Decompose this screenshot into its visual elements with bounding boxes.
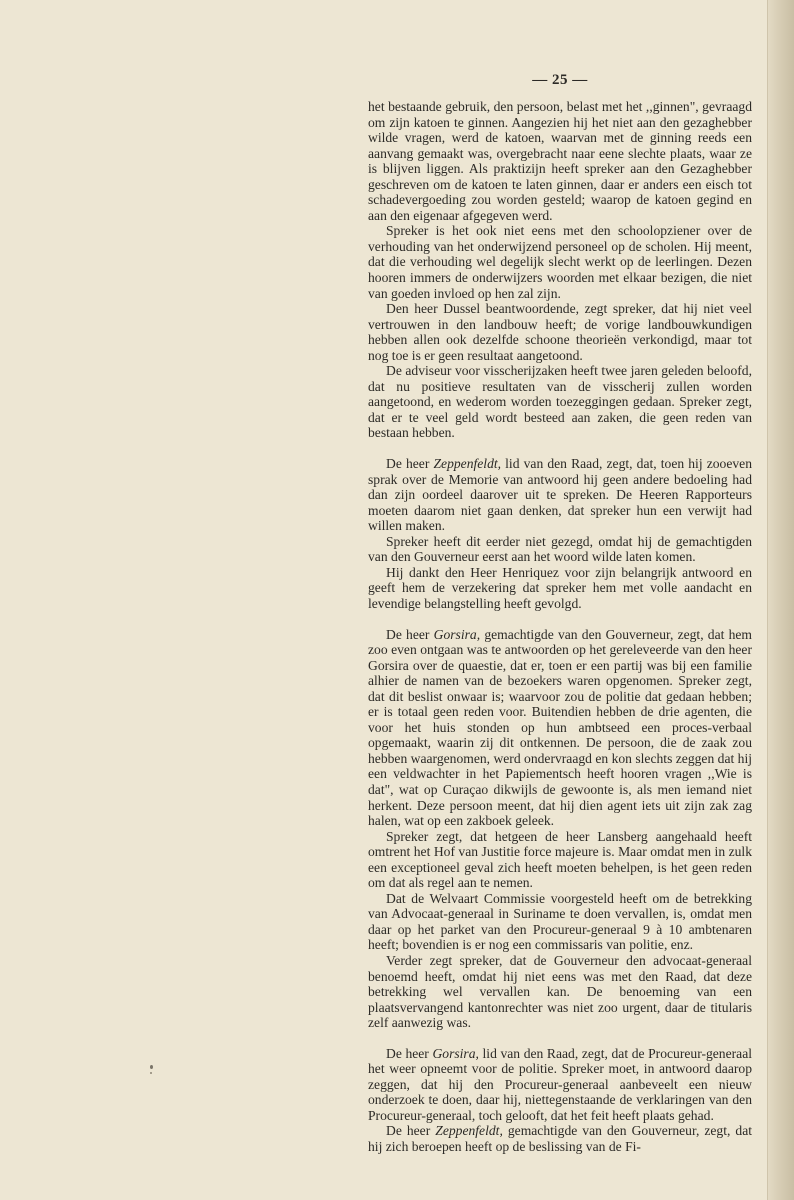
section-gap: [368, 612, 752, 627]
paragraph-text: lid van den Raad, zegt, dat de Procureur-generaal het weer opneemt voor de politie. Spreker moet, in antwoord daarop zeggen, dat hij den Procureur-generaal aanbeveelt een nieuw onderzoek te doen, daar hij, niettegenstaande de verklaringen van den Procureur-generaal, toch gelooft, dat het feit heeft plaats gehad.: [368, 1045, 753, 1123]
paragraph-text: het bestaande gebruik, den persoon, belast met het ,,ginnen", gevraagd om zijn katoen te ginnen. Aangezien hij het niet aan den gezaghebber wilde vragen, werd de katoen, waarvan met de ginning reeds een aanvang gemaakt was, overgebracht naar eene slechte plaats, waar ze is blijven liggen. Als praktizijn heeft spreker aan den Gezaghebber geschreven om de katoen te laten ginnen, daar er anders een eisch tot schadevergoeding zou worden gesteld; waarop de katoen gegind en aan den eigenaar afgegeven werd.: [368, 99, 752, 223]
paragraph: [368, 627, 752, 829]
paragraph: [368, 565, 752, 612]
paragraph: [368, 534, 752, 565]
paragraph: [368, 99, 752, 223]
paragraph: [368, 829, 752, 891]
paragraph-text: Spreker is het ook niet eens met den schoolopziener over de verhouding van het onderwijzend personeel op de scholen. Hij meent, dat die verhouding wel degelijk slecht werkt op de leerlingen. Dezen hooren immers de onderwijzers woorden met elkaar bezigen, die niet van goeden invloed op hen zal zijn.: [368, 223, 752, 301]
paragraph: [368, 223, 752, 301]
heer-label: De heer: [386, 1123, 431, 1139]
heer-label: De heer: [386, 626, 430, 642]
paragraph: [368, 953, 752, 1031]
page-number: — 25 —: [532, 72, 588, 88]
speaker-name: Gorsira,: [432, 1045, 479, 1061]
paragraph-text: Hij dankt den Heer Henriquez voor zijn belangrijk antwoord en geeft hem de verzekering dat spreker hem met volle aandacht en levendige belangstelling heeft gevolgd.: [368, 564, 752, 611]
paragraph: [368, 301, 752, 363]
paragraph: [368, 456, 752, 534]
section-gap: [368, 441, 752, 456]
paragraph-text: Spreker zegt, dat hetgeen de heer Lansberg aangehaald heeft omtrent het Hof van Justitie force majeure is. Maar omdat men in zulk een exceptioneel geval zich heeft moeten behelpen, is het geen reden om dat als regel aan te nemen.: [368, 828, 752, 891]
paragraph-text: gemachtigde van den Gouverneur, zegt, dat hij zich beroepen heeft op de beslissing van de Fi-: [368, 1123, 753, 1154]
heer-label: De heer: [386, 456, 430, 472]
paragraph: [368, 1123, 752, 1154]
section-gap: [368, 1031, 752, 1046]
paragraph-text: Spreker heeft dit eerder niet gezegd, omdat hij de gemachtigden van den Gouverneur eerst aan het woord wilde laten komen.: [368, 533, 752, 565]
paragraph: [368, 891, 752, 953]
paragraph-text: Dat de Welvaart Commissie voorgesteld heeft om de betrekking van Advocaat-generaal in Suriname te doen vervallen, is, omdat men daar op het parket van den Procureur-generaal 9 à 10 ambtenaren heeft; bovendien is er nog een commissaris van politie, enz.: [368, 890, 752, 953]
text-column: [368, 99, 752, 1155]
scan-page-edge: [767, 0, 794, 1200]
speaker-name: Zeppenfeldt,: [435, 1123, 503, 1139]
paragraph-text: lid van den Raad, zegt, dat, toen hij zooeven sprak over de Memorie van antwoord hij geen andere bedoeling had dan zijn oordeel daarover uit te spreken. De Heeren Rapporteurs moeten daarom niet gaan denken, dat spreker hun een verwijt had willen maken.: [368, 456, 753, 534]
paragraph-text: De adviseur voor visscherijzaken heeft twee jaren geleden beloofd, dat nu positieve resultaten van de visscherij zullen worden aangetoond, en wederom worden toezeggingen gedaan. Spreker zegt, dat er te veel geld wordt besteed aan zaken, die geen reden van bestaan hebben.: [368, 363, 752, 441]
speaker-name: Zeppenfeldt,: [433, 456, 502, 472]
paragraph-text: gemachtigde van den Gouverneur, zegt, dat hem zoo even ontgaan was te antwoorden op het gereleveerde van den heer Gorsira over de quaestie, dat er, toen er een partij was bij een familie alhier de namen van de bezoekers waren opgenomen. Spreker zegt, dat dit beslist onwaar is; waarvoor zou de politie dat gedaan hebben; er is totaal geen reden voor. Buitendien hebben de drie agenten, die voor het huis stonden op hun ambtseed een proces-verbaal opgemaakt, waarin zij dit ontkennen. De persoon, die de zaak zou hebben waargenomen, werd ondervraagd en kon slechts zeggen dat hij een veldwachter in het Papiementsch heeft hooren vragen ,,Wie is dat", wat op Curaçao dikwijls de gewoonte is, als men iemand niet herkent. Deze persoon meent, dat hij dien agent iets uit zijn zak zag halen, wat op een zakboek geleek.: [368, 626, 753, 829]
paragraph: [368, 363, 752, 441]
paragraph: [368, 1046, 752, 1124]
paragraph-text: Den heer Dussel beantwoordende, zegt spreker, dat hij niet veel vertrouwen in den landbouw heeft; de vorige landbouwkundigen hebben allen ook dezelfde schoone theorieën verkondigd, maar tot nog toe is er geen resultaat aangetoond.: [368, 301, 752, 363]
paragraph-text: Verder zegt spreker, dat de Gouverneur den advocaat-generaal benoemd heeft, omdat hij niet eens was met den Raad, dat deze betrekking wel vervallen kan. De benoeming van een plaatsvervangend kantonrechter was niet zoo urgent, daar de titularis zelf aanwezig was.: [368, 952, 752, 1031]
ink-spot: [150, 1065, 153, 1069]
ink-spot: [150, 1072, 152, 1074]
speaker-name: Gorsira,: [433, 626, 481, 642]
heer-label: De heer: [386, 1045, 429, 1061]
